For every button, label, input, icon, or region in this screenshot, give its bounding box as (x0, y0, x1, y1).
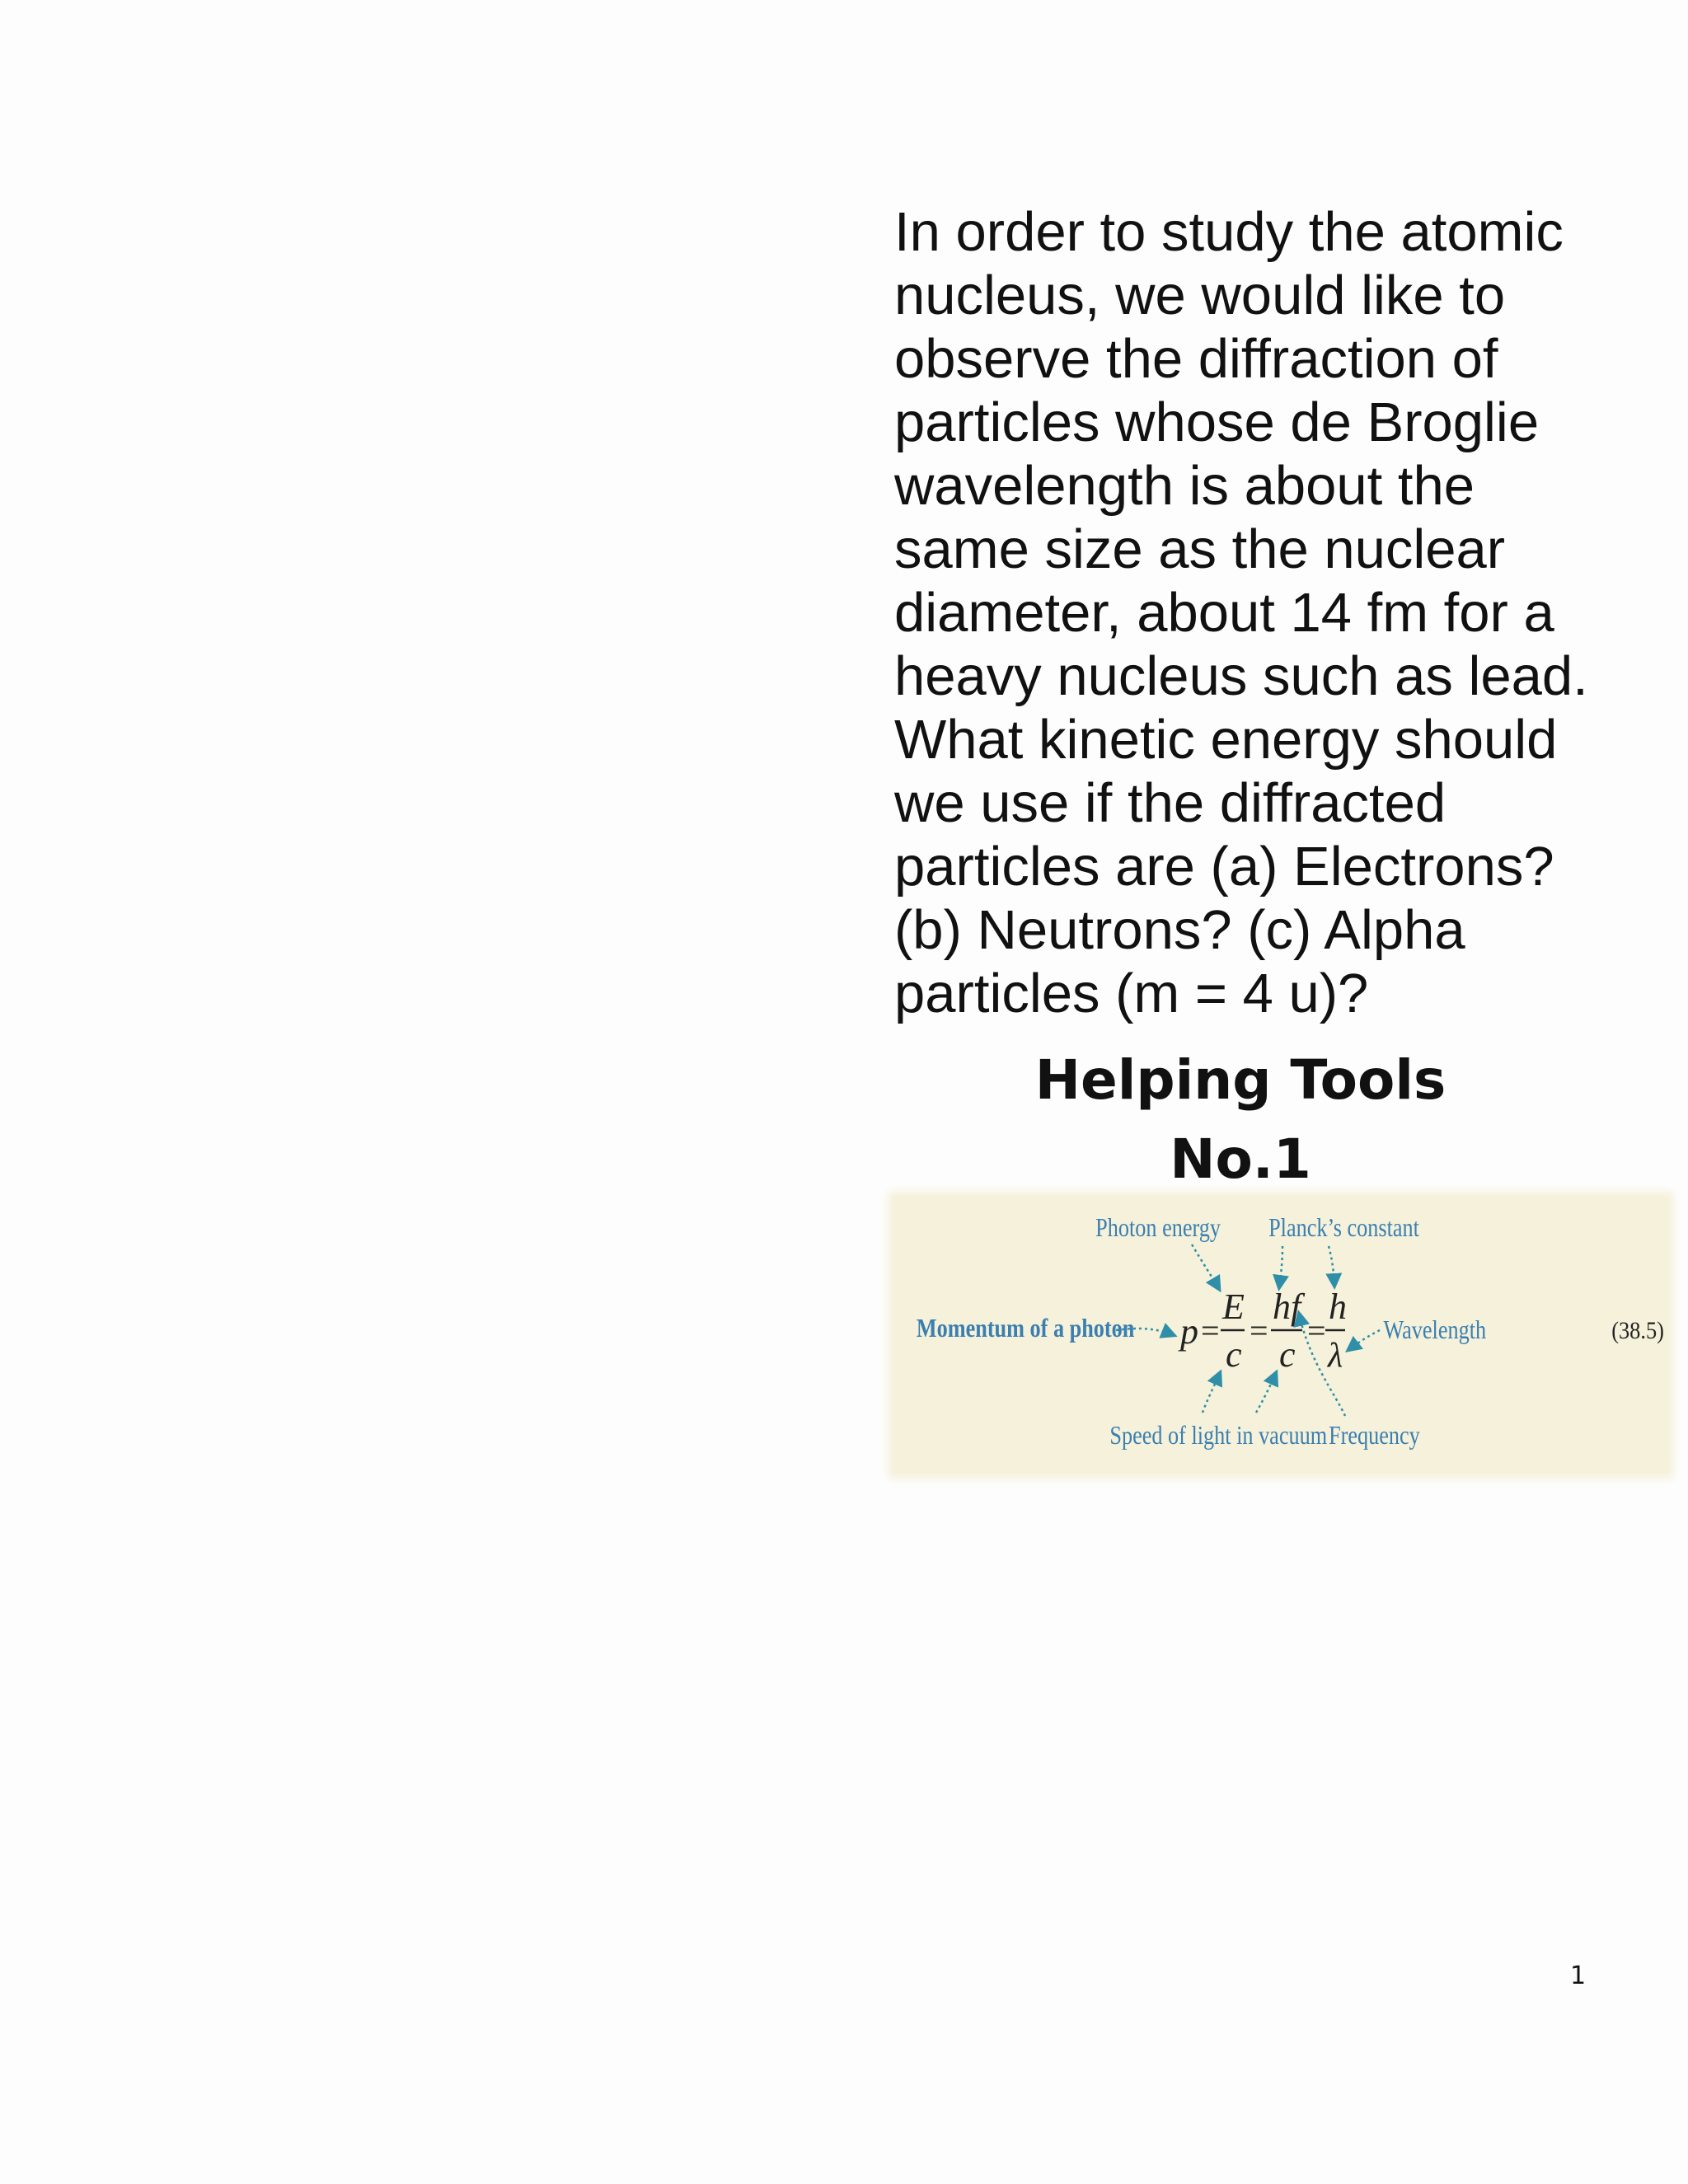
problem-line: heavy nucleus such as lead. (894, 645, 1588, 707)
problem-line: particles are (a) Electrons? (894, 836, 1554, 898)
hf-symbol: hf (1273, 1286, 1301, 1327)
problem-line: What kinetic energy should (894, 709, 1558, 771)
problem-line: particles whose de Broglie (894, 391, 1540, 453)
problem-line: nucleus, we would like to (894, 265, 1506, 326)
speed-of-light-symbol-1: c (1226, 1334, 1242, 1375)
equation-number: (38.5) (1611, 1317, 1664, 1345)
arrow-plancks-to-hf (1279, 1246, 1282, 1287)
problem-line: we use if the diffracted (894, 772, 1447, 834)
wavelength-symbol: λ (1328, 1337, 1343, 1375)
equals-sign-2: = (1250, 1312, 1268, 1349)
photon-energy-label: Photon energy (1095, 1213, 1221, 1243)
helping-tools-number: No.1 (1170, 1127, 1311, 1191)
problem-statement (894, 200, 1686, 1025)
equals-sign-3: = (1307, 1312, 1326, 1349)
arrow-plancks-to-h (1329, 1246, 1334, 1286)
arrow-photon-energy (1192, 1244, 1219, 1289)
arrow-speed-of-light-1 (1203, 1373, 1220, 1413)
problem-line: In order to study the atomic (894, 201, 1564, 263)
speed-of-light-label: Speed of light in vacuum (1109, 1421, 1328, 1451)
photon-momentum-equation (893, 1197, 1668, 1474)
page-number: 1 (1570, 1961, 1587, 1990)
helping-tools-title: Helping Tools (1034, 1048, 1447, 1112)
plancks-constant-symbol: h (1329, 1286, 1347, 1327)
problem-line: particles (m = 4 u)? (894, 963, 1369, 1024)
energy-symbol: E (1222, 1286, 1245, 1327)
plancks-constant-label: Planck’s constant (1268, 1213, 1419, 1243)
equals-sign-1: = (1201, 1312, 1220, 1349)
problem-line: wavelength is about the (894, 455, 1475, 517)
momentum-label: Momentum of a photon (916, 1314, 1135, 1343)
momentum-symbol: p (1180, 1311, 1198, 1352)
problem-line: (b) Neutrons? (c) Alpha (894, 899, 1465, 961)
speed-of-light-symbol-2: c (1279, 1334, 1296, 1375)
wavelength-label: Wavelength (1383, 1315, 1487, 1345)
frequency-label: Frequency (1329, 1421, 1420, 1451)
arrow-wavelength (1348, 1330, 1380, 1350)
photon-momentum-figure (893, 1197, 1668, 1474)
problem-line: observe the diffraction of (894, 328, 1498, 390)
problem-line: diameter, about 14 fm for a (894, 582, 1554, 644)
helping-tools-heading (894, 1041, 1587, 1199)
problem-line: same size as the nuclear (894, 518, 1506, 580)
arrow-speed-of-light-2 (1256, 1373, 1276, 1413)
